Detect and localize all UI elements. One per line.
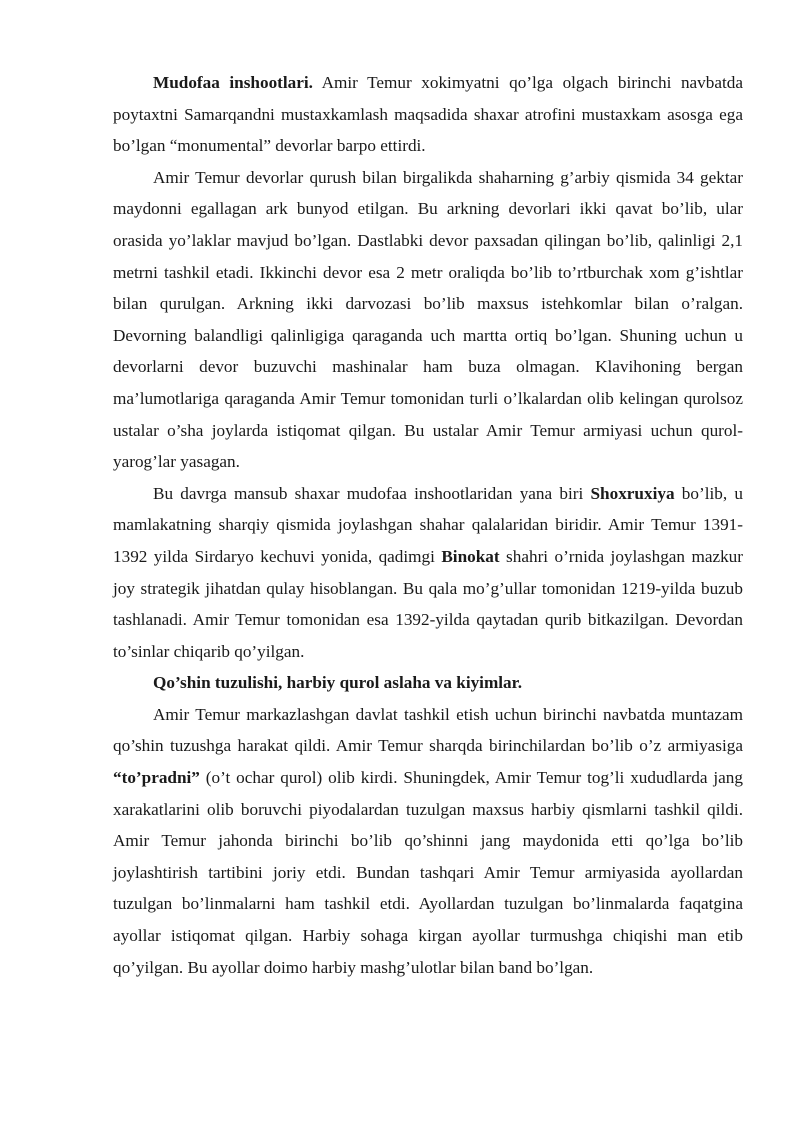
paragraph-army: [113, 699, 743, 983]
section-heading-army: [113, 667, 743, 699]
bold-term-topradni: “to’pradni”: [113, 768, 200, 788]
paragraph-citadel: [113, 162, 743, 478]
heading-text: Qo’shin tuzulishi, harbiy qurol aslaha va kiyimlar.: [153, 673, 522, 693]
bold-term-shoxruxiya: Shoxruxiya: [590, 483, 675, 503]
paragraph-shohrukhiya: [113, 478, 743, 668]
paragraph-text: Bu davrga mansub shaxar mudofaa inshootlaridan yana biri: [153, 483, 591, 503]
paragraph-defense-structures: [113, 67, 743, 162]
section-lead-defense: Mudofaa inshootlari.: [153, 73, 313, 92]
bold-term-binokat: Binokat: [441, 546, 500, 566]
paragraph-text: bo’lib, u mamlakatning sharqiy qismida joylashgan shahar qalalaridan biridir. Amir Temur 1391-1392 yilda Sirdaryo kechuvi yonida, qadimgi: [113, 483, 743, 566]
paragraph-text: shahri o’rnida joylashgan mazkur joy strategik jihatdan qulay hisoblangan. Bu qala mo’g’ullar tomonidan 1219-yilda buzub tashlanadi. Amir Temur tomonidan esa 1392-yilda qaytadan qurib bitkazilgan. Devordan to’sinlar chiqarib qo’yilgan.: [113, 546, 743, 661]
paragraph-text: Amir Temur markazlashgan davlat tashkil etish uchun birinchi navbatda muntazam qo’shin tuzushga harakat qildi. Amir Temur sharqda birinchilardan bo’lib o’z armiyasiga: [113, 704, 743, 756]
paragraph-text: Amir Temur devorlar qurush bilan birgalikda shaharning g’arbiy qismida 34 gektar maydonni egallagan ark bunyod etilgan. Bu arkning devorlari ikki qavat bo’lib, ular orasida yo’laklar mavjud bo’lgan. Dastlabki devor paxsadan qilingan bo’lib, qalinligi 2,1 metrni tashkil etadi. Ikkinchi devor esa 2 metr oraliqda bo’lib to’rtburchak xom g’ishtlar bilan qurulgan. Arkning ikki darvozasi bo’lib maxsus istehkomlar bilan o’ralgan. Devorning balandligi qalinligiga qaraganda uch martta ortiq bo’lgan. Shuning uchun u devorlarni devor buzuvchi mashinalar ham buza olmagan. Klavihoning bergan ma’lumotlariga qaraganda Amir Temur tomonidan turli o’lkalardan olib kelingan qurolsoz ustalar o’sha joylarda istiqomat qilgan. Bu ustalar Amir Temur armiyasi uchun qurol-yarog’lar yasagan.: [113, 167, 743, 472]
paragraph-text: Amir Temur xokimyatni qo’lga olgach birinchi navbatda poytaxtni Samarqandni mustaxkamlash maqsadida shaxar atrofini mustaxkam asosga ega bo’lgan “monumental” devorlar barpo ettirdi.: [113, 73, 743, 156]
paragraph-text: (o’t ochar qurol) olib kirdi. Shuningdek, Amir Temur tog’li xududlarda jang xarakatlarini olib boruvchi piyodalardan tuzulgan maxsus harbiy qismlarni tashkil qildi. Amir Temur jahonda birinchi bo’lib qo’shinni jang maydonida etti qo’lga bo’lib joylashtirish tartibini joriy etdi. Bundan tashqari Amir Temur armiyasida ayollardan tuzulgan bo’linmalarni ham tashkil etdi. Ayollardan tuzulgan bo’linmalarda faqatgina ayollar istiqomat qilgan. Harbiy sohaga kirgan ayollar turmushga chiqishi man etib qo’yilgan. Bu ayollar doimo harbiy mashg’ulotlar bilan band bo’lgan.: [113, 768, 743, 977]
